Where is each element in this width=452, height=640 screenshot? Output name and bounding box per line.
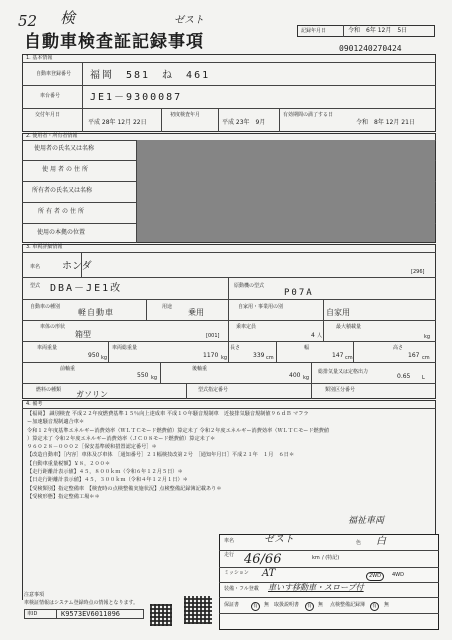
issue-date-value: 平成 28年 12月 22日 (88, 119, 147, 126)
base-location-label: 使用の本拠の位置 (37, 229, 86, 236)
chassis-value: JE1－9300087 (90, 92, 183, 103)
body-shape-value: 箱型 (75, 330, 91, 339)
card-equip-value: 車いす移動車・スロープ付 (268, 583, 364, 592)
body-shape-code: [001] (206, 333, 220, 339)
use-label: 用途 (162, 304, 173, 310)
vehicle-detail-title: 3. 車両詳細情報 (26, 244, 63, 250)
engine-value: P07A (284, 288, 314, 298)
card-mission-value: AT (262, 568, 276, 579)
vehicle-weight-unit: kg (101, 355, 108, 361)
registration-label: 自動車登録番号 (36, 71, 72, 77)
gross-weight-label: 車両総重量 (112, 345, 138, 351)
rear-axle-value: 400 (289, 372, 301, 379)
record-date-label: 記録年月日 (301, 28, 327, 34)
gross-weight-value: 1170 (203, 352, 219, 359)
card-car-name: ゼスト (264, 534, 294, 545)
remarks-line: ）算定未了 令和２年度エネルギー消費効率（ＪＣ０８モード燃費値）算定未了＊ (27, 435, 216, 442)
remarks-line: 令和１２年度基準エネルギー消費効率（ＷＬＴＣモード燃費値）算定未了 令和２年度エネルギー消費効率（ＷＬＴＣモード燃費値 (27, 427, 330, 434)
width-unit: cm (345, 355, 353, 361)
owner-info-title: 2. 使用者・所有者情報 (26, 133, 78, 139)
max-load-label: 最大積載量 (336, 324, 362, 330)
card-2wd-option: 2WD (366, 572, 384, 581)
model-label: 型式 (30, 283, 41, 289)
length-unit: cm (266, 355, 274, 361)
issue-date-label: 交付年月日 (35, 112, 61, 118)
record-date-value: 令和 6年 12月 5日 (348, 27, 408, 34)
handwritten-car-name: ゼスト (174, 15, 204, 26)
card-mileage-note: / (特記) (322, 555, 340, 561)
registration-value: 福岡 581 ね 461 (90, 70, 211, 81)
remarks-title: 4. 備考 (26, 401, 43, 407)
displacement-value: 0.65 (397, 373, 411, 380)
rear-axle-label: 後軸重 (192, 366, 208, 372)
remarks-line: ー加速騒音規制適合車＊ (27, 419, 85, 426)
remarks-line: ９６０２８－０００２［保安基準緩和措置認定番号］＊ (27, 444, 157, 451)
card-warranty-have: 有 (253, 603, 259, 609)
expiry-value: 令和 8年 12月 21日 (356, 119, 415, 126)
owner-address-label: 所有者の住所 (38, 208, 87, 215)
remarks-line: 【受検類別】指定整備車 【検査時の点検整備実施状況】点検整備記録簿記載あり＊ (27, 485, 222, 492)
redacted-owner-info (137, 140, 435, 242)
vehicle-kind-label: 自動車の種別 (30, 304, 61, 310)
vehicle-id-label: 車ID (27, 611, 38, 617)
card-mileage-label: 走行 (224, 552, 235, 558)
owner-name-label: 所有者の氏名又は名称 (32, 187, 93, 194)
footer-note-title: 注意事項 (24, 592, 45, 598)
remarks-line: 【自動車重量税額】￥８，２００＊ (27, 460, 111, 467)
vehicle-id-value: K9573EV6011096 (61, 610, 121, 618)
card-maintenance-have: 有 (372, 603, 378, 609)
card-4wd-option: 4WD (392, 572, 404, 578)
remarks-line: 【改造自動車】［内容］車体及び車体 ［通知番号］２１幅検技改第２号 ［通知年月日］平成２１年 １月 ６日＊ (27, 452, 295, 459)
body-shape-label: 車体の形状 (40, 324, 66, 330)
purpose-label: 自家用・事業用の別 (238, 304, 284, 310)
qr-code (184, 596, 212, 624)
card-manual-none: 無 (318, 602, 324, 608)
handwritten-welfare-note: 福祉車両 (348, 516, 385, 526)
vehicle-kind-value: 軽自動車 (78, 308, 114, 317)
user-name-label: 使用者の氏名又は名称 (34, 145, 95, 152)
use-value: 乗用 (188, 308, 204, 317)
width-value: 147 (332, 352, 344, 359)
card-maintenance-label: 点検整備記録簿 (330, 602, 366, 608)
card-mileage-unit: km (312, 555, 320, 561)
handwritten-number: 52 (18, 12, 38, 30)
footer-note-text: 車検証情報はシステム登録時点の情報となります。 (24, 600, 139, 606)
first-registration-value: 平成 23年 9月 (222, 119, 266, 126)
fuel-label: 燃料の種類 (36, 387, 62, 393)
card-color-value: 白 (376, 536, 386, 547)
height-value: 167 (408, 352, 420, 359)
card-mileage-value: 46/66 (244, 552, 282, 567)
maker-label: 車名 (30, 264, 41, 270)
gross-weight-unit: kg (221, 355, 228, 361)
card-manual-label: 取扱説明書 (274, 602, 300, 608)
remarks-text (27, 410, 329, 501)
card-manual-have: 有 (307, 603, 313, 609)
card-name-label: 車名 (224, 538, 235, 544)
class-number-label: 類別区分番号 (325, 387, 356, 393)
vehicle-weight-label: 車両重量 (37, 345, 58, 351)
length-value: 339 (253, 352, 265, 359)
height-label: 高さ (393, 345, 404, 351)
engine-label: 原動機の型式 (234, 283, 265, 289)
capacity-label: 乗車定員 (236, 324, 257, 330)
remarks-line: 【受検形態】指定整備工場＊＊ (27, 493, 100, 500)
card-mission-label: ミッション (224, 570, 249, 576)
remarks-line: 【日走行距離計表示値】４５，３００ｋｍ（令和４年１２月１日）＊ (27, 477, 188, 484)
qr-code-small (150, 604, 172, 626)
front-axle-label: 前軸重 (60, 366, 76, 372)
maker-code: [296] (411, 269, 425, 275)
displacement-unit: L (422, 375, 425, 381)
vehicle-weight-value: 950 (88, 352, 100, 359)
height-unit: cm (422, 355, 430, 361)
page-title: 自動車検査証記録事項 (24, 32, 204, 52)
user-address-label: 使用者の住所 (42, 166, 91, 173)
front-axle-value: 550 (137, 372, 149, 379)
maker-value: ホンダ (62, 261, 92, 272)
remarks-line: 【福岡】 識別検査 平成２２年度燃費基準１５％向上達成車 平成１０年騒音規制車 近接排気騒音規制値９６ｄＢ マフラ (27, 411, 309, 417)
max-load-unit: kg (424, 334, 431, 340)
length-label: 長さ (230, 345, 241, 351)
front-axle-unit: kg (151, 375, 158, 381)
handwritten-kanji: 検 (60, 9, 76, 27)
card-warranty-label: 保証書 (224, 602, 240, 608)
purpose-value: 自家用 (326, 308, 350, 317)
basic-info-title: 1. 基本情報 (26, 55, 53, 61)
capacity-value: 4 (311, 332, 315, 339)
card-equip-label: 装備・フル登載 (224, 586, 259, 592)
card-warranty-none: 無 (264, 602, 270, 608)
first-registration-label: 初度検査年月 (170, 112, 201, 118)
card-color-label: 色 (356, 540, 362, 546)
rear-axle-unit: kg (303, 375, 310, 381)
document-number: 0901240270424 (339, 44, 402, 53)
capacity-unit: 人 (317, 333, 323, 339)
card-maintenance-none: 無 (384, 602, 390, 608)
displacement-label: 総排気量又は定格出力 (318, 369, 369, 375)
fuel-value: ガソリン (76, 390, 108, 399)
model-value: DBA－JE1改 (50, 283, 123, 294)
chassis-label: 車台番号 (40, 93, 61, 99)
expiry-label: 有効期間の満了する日 (283, 112, 334, 118)
width-label: 幅 (304, 345, 310, 351)
type-number-label: 型式指定番号 (198, 387, 229, 393)
remarks-line: 【走行距離計表示値】４５，８００ｋｍ（令和６年１２月５日）＊ (27, 469, 183, 476)
